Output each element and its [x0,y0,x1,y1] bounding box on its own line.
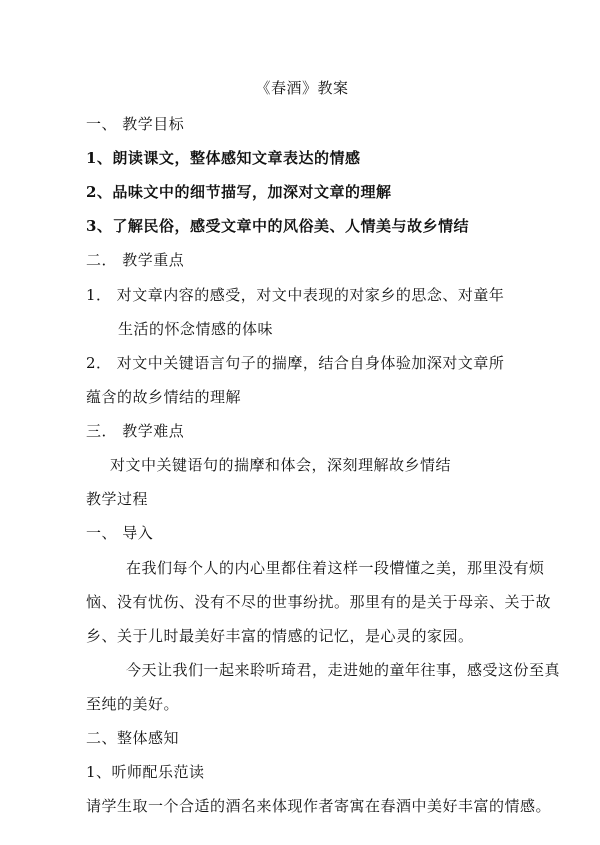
section-heading-focus: 二． 教学重点 [86,251,185,269]
intro-paragraph-2-line-2: 至纯的美好。 [86,695,180,713]
goal-item-1: 1、朗读课文，整体感知文章表达的情感 [86,149,361,167]
intro-paragraph-1-line-2: 恼、没有忧伤、没有不尽的世事纷扰。那里有的是关于母亲、关于故 [86,593,552,611]
intro-paragraph-2-line-1: 今天让我们一起来聆听琦君，走进她的童年往事，感受这份至真 [126,661,561,679]
focus-item-1-line-1: 1． 对文章内容的感受，对文中表现的对家乡的思念、对童年 [86,286,505,304]
focus-item-2-line-1: 2． 对文中关键语言句子的揣摩，结合自身体验加深对文章所 [86,354,505,372]
process-heading: 教学过程 [86,490,149,508]
intro-paragraph-1-line-1: 在我们每个人的内心里都住着这样一段懵懂之美，那里没有烦 [126,559,545,577]
intro-paragraph-1-line-3: 乡、关于儿时最美好丰富的情感的记忆，是心灵的家园。 [86,627,474,645]
document-title: 《春酒》教案 [255,79,349,97]
focus-item-2-line-2: 蕴含的故乡情结的理解 [86,388,242,406]
section-heading-goals: 一、 教学目标 [86,115,185,133]
section-heading-overall: 二、整体感知 [86,729,180,747]
difficulty-item: 对文中关键语句的揣摩和体会，深刻理解故乡情结 [110,456,452,474]
overall-instruction: 请学生取一个合适的酒名来体现作者寄寓在春酒中美好丰富的情感。 [86,797,552,815]
section-heading-difficulty: 三． 教学难点 [86,422,185,440]
overall-item-1: 1、听师配乐范读 [86,763,205,781]
focus-item-1-line-2: 生活的怀念情感的体味 [118,320,274,338]
section-heading-intro: 一、 导入 [86,524,154,542]
goal-item-2: 2、品味文中的细节描写，加深对文章的理解 [86,183,392,201]
goal-item-3: 3、了解民俗，感受文章中的风俗美、人情美与故乡情结 [86,217,469,235]
